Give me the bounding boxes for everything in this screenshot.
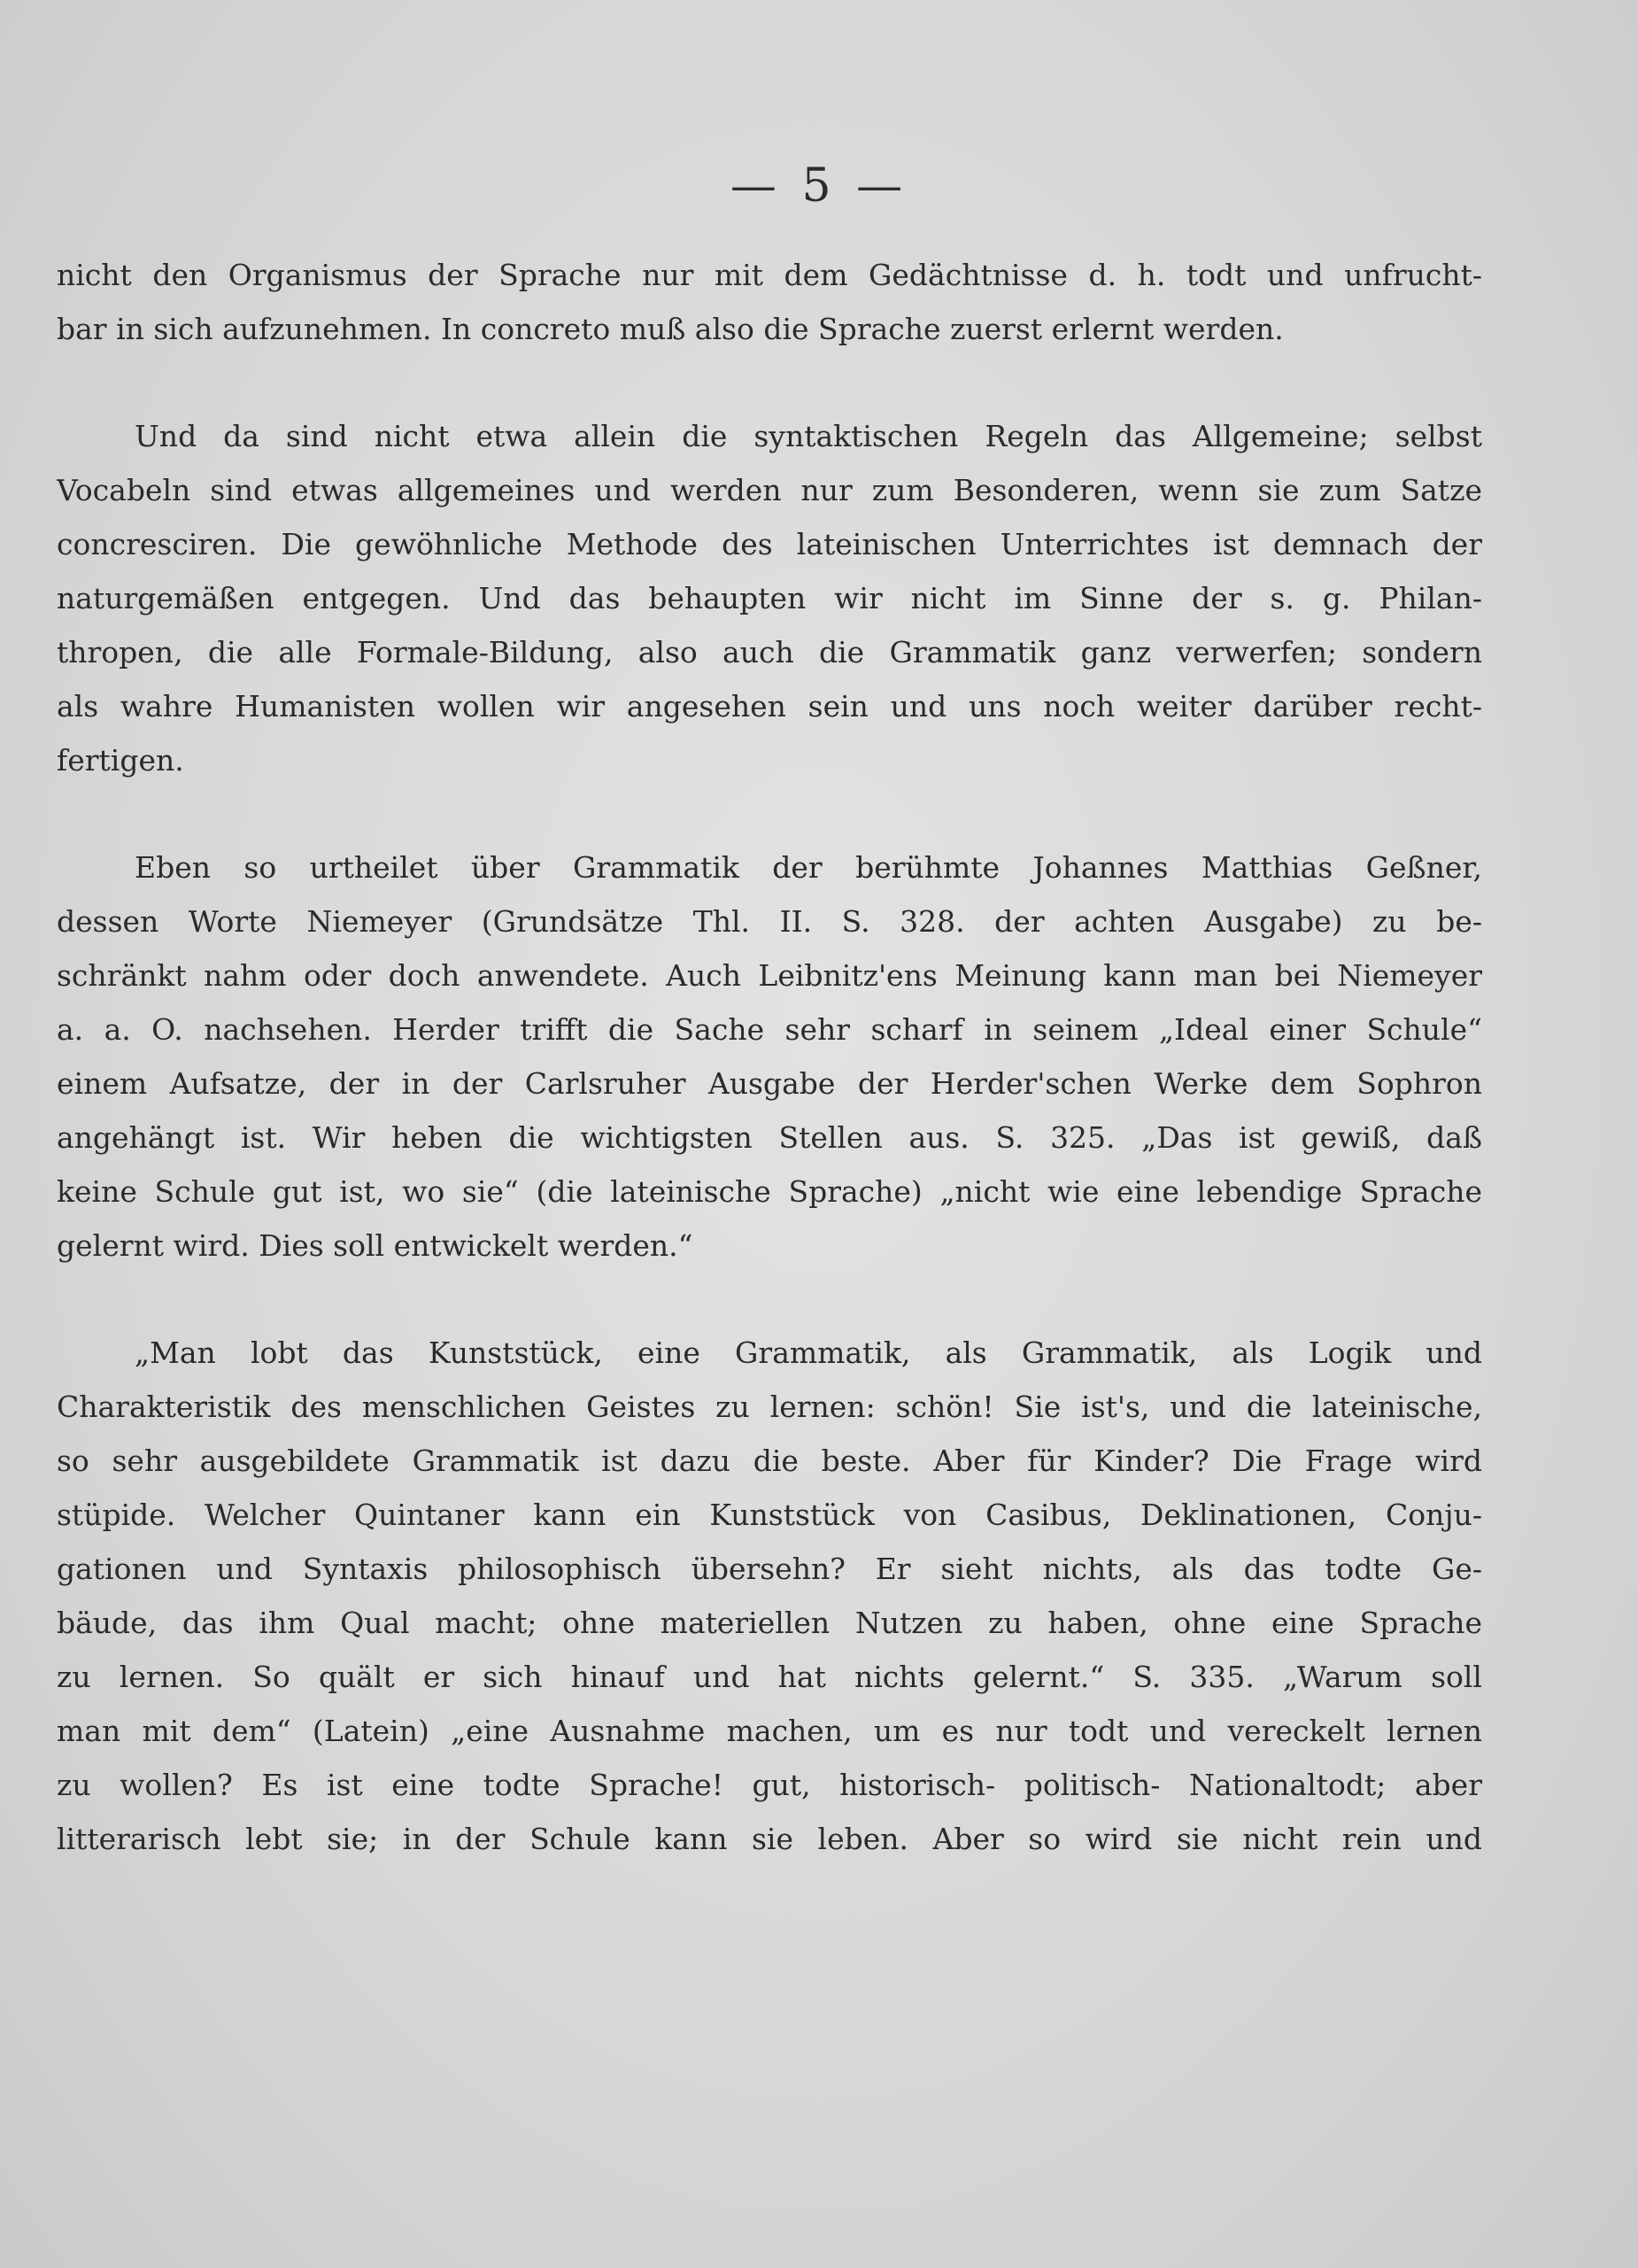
paragraph-2 bbox=[57, 409, 1482, 787]
text-line: nicht den Organismus der Sprache nur mit dem Gedächtnisse d. h. todt und unfrucht- bbox=[57, 258, 1482, 292]
text-line: zu lernen. So quält er sich hinauf und hat nichts gelernt.“ S. 335. „Warum soll bbox=[57, 1660, 1482, 1694]
text-line: naturgemäßen entgegen. Und das behaupten wir nicht im Sinne der s. g. Philan- bbox=[57, 581, 1482, 615]
paragraph-1 bbox=[57, 248, 1482, 356]
text-line: a. a. O. nachsehen. Herder trifft die Sache sehr scharf in seinem „Ideal einer Schule“ bbox=[57, 1012, 1482, 1047]
paragraph-4 bbox=[57, 1326, 1482, 1866]
text-line: litterarisch lebt sie; in der Schule kann sie leben. Aber so wird sie nicht rein und bbox=[57, 1822, 1482, 1856]
text-line: schränkt nahm oder doch anwendete. Auch Leibnitz'ens Meinung kann man bei Niemeyer bbox=[57, 958, 1482, 993]
text-line: bar in sich aufzunehmen. In concreto muß also die Sprache zuerst erlernt werden. bbox=[57, 312, 1284, 346]
text-line: keine Schule gut ist, wo sie“ (die lateinische Sprache) „nicht wie eine lebendige Sprache bbox=[57, 1174, 1482, 1209]
text-line: bäude, das ihm Qual macht; ohne materiellen Nutzen zu haben, ohne eine Sprache bbox=[57, 1606, 1482, 1640]
text-line: zu wollen? Es ist eine todte Sprache! gut, historisch- politisch- Nationaltodt; aber bbox=[57, 1768, 1482, 1802]
text-line: angehängt ist. Wir heben die wichtigsten Stellen aus. S. 325. „Das ist gewiß, daß bbox=[57, 1120, 1482, 1155]
text-line: so sehr ausgebildete Grammatik ist dazu die beste. Aber für Kinder? Die Frage wird bbox=[57, 1444, 1482, 1478]
text-line: „Man lobt das Kunststück, eine Grammatik, als Grammatik, als Logik und bbox=[135, 1335, 1482, 1370]
text-line: fertigen. bbox=[57, 743, 184, 778]
text-line: Und da sind nicht etwa allein die syntaktischen Regeln das Allgemeine; selbst bbox=[135, 419, 1482, 453]
page-number: — 5 — bbox=[730, 159, 908, 213]
text-line: Vocabeln sind etwas allgemeines und werden nur zum Besonderen, wenn sie zum Satze bbox=[57, 473, 1482, 507]
text-line: man mit dem“ (Latein) „eine Ausnahme machen, um es nur todt und vereckelt lernen bbox=[57, 1714, 1482, 1748]
paragraph-3 bbox=[57, 840, 1482, 1273]
text-line: gationen und Syntaxis philosophisch übersehn? Er sieht nichts, als das todte Ge- bbox=[57, 1552, 1482, 1586]
text-line: concresciren. Die gewöhnliche Methode des lateinischen Unterrichtes ist demnach der bbox=[57, 527, 1482, 561]
text-line: als wahre Humanisten wollen wir angesehen sein und uns noch weiter darüber recht- bbox=[57, 689, 1482, 724]
text-line: gelernt wird. Dies soll entwickelt werden.“ bbox=[57, 1228, 693, 1263]
text-line: stüpide. Welcher Quintaner kann ein Kunststück von Casibus, Deklinationen, Conju- bbox=[57, 1498, 1482, 1532]
text-line: dessen Worte Niemeyer (Grundsätze Thl. II. S. 328. der achten Ausgabe) zu be- bbox=[57, 904, 1482, 939]
text-line: einem Aufsatze, der in der Carlsruher Ausgabe der Herder'schen Werke dem Sophron bbox=[57, 1066, 1482, 1101]
text-line: Eben so urtheilet über Grammatik der berühmte Johannes Matthias Geßner, bbox=[135, 850, 1482, 885]
text-line: Charakteristik des menschlichen Geistes zu lernen: schön! Sie ist's, und die lateinische, bbox=[57, 1389, 1482, 1424]
body-text bbox=[57, 248, 1482, 1919]
text-line: thropen, die alle Formale-Bildung, also auch die Grammatik ganz verwerfen; sondern bbox=[57, 635, 1482, 670]
